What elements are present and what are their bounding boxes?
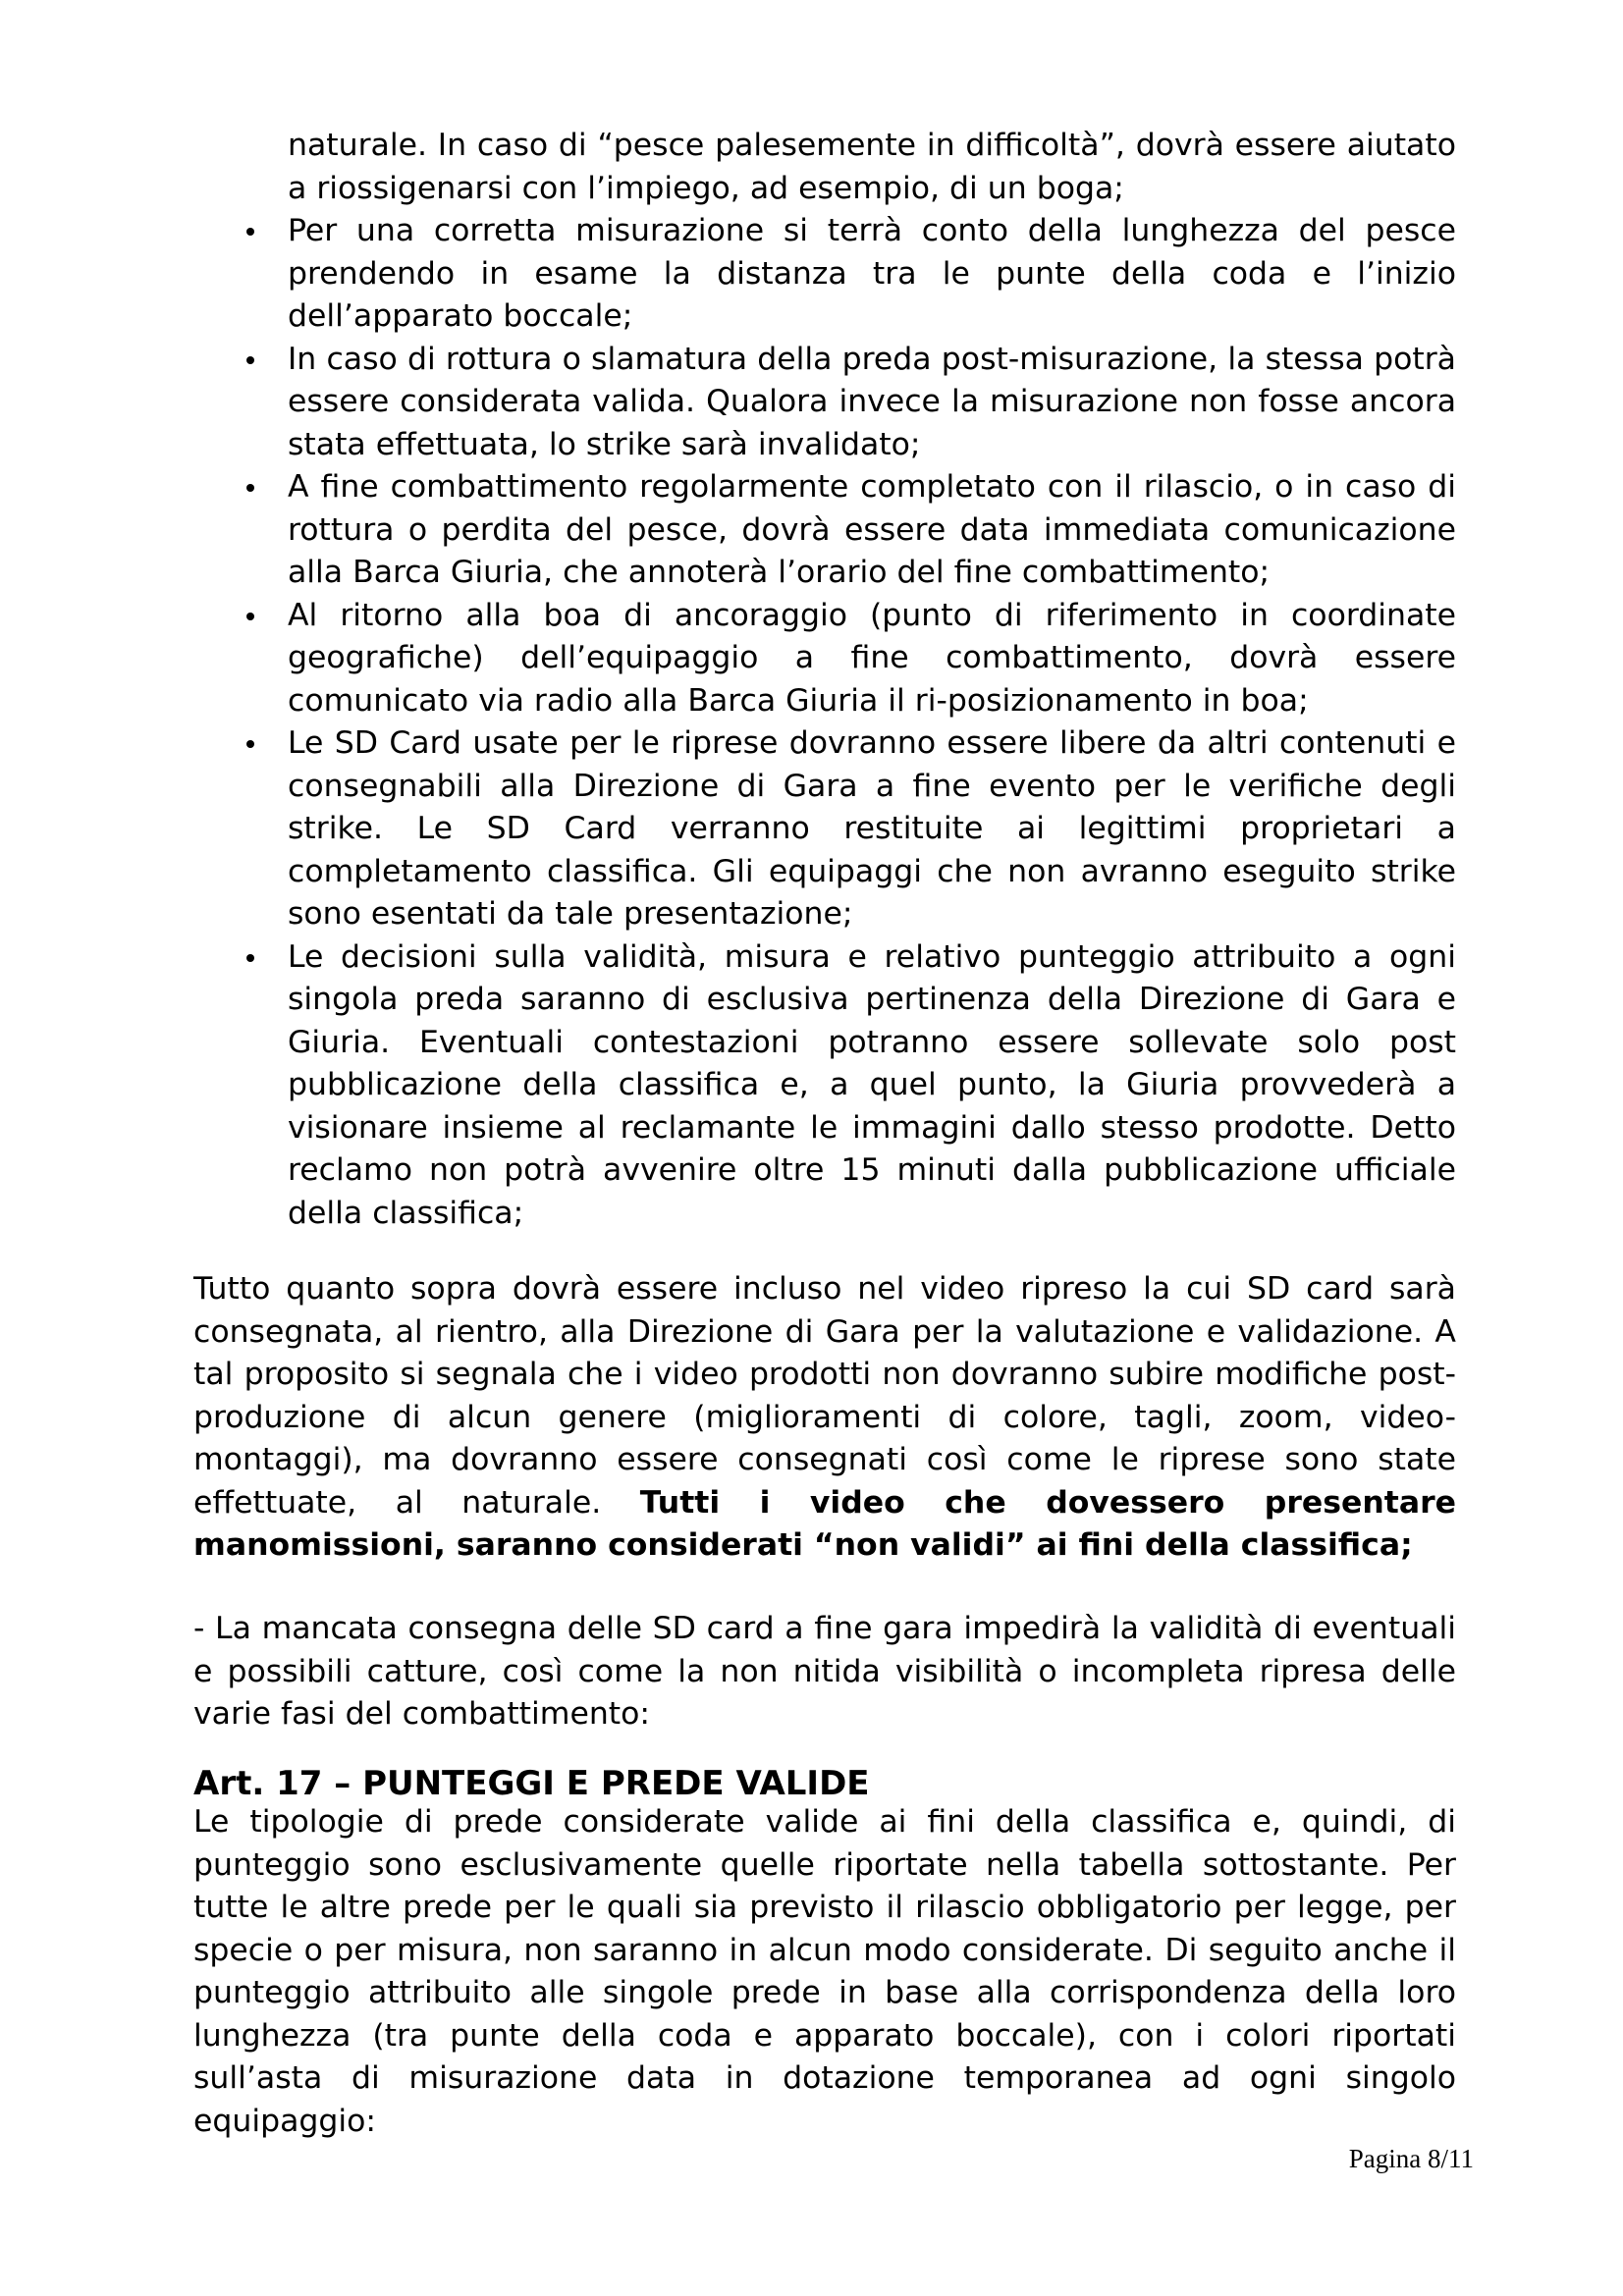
list-item (243, 722, 1456, 936)
continuation-text: naturale. In caso di “pesce palesemente in difficoltà”, dovrà essere aiutato a riossigenarsi con l’impiego, ad esempio, di un boga; (288, 128, 1456, 206)
bullet-list (243, 125, 1456, 1235)
paragraph-bold-text: Tutti i video che dovessero presentare manomissioni, saranno considerati “non validi” ai fini della classifica; (193, 1484, 1456, 1563)
list-item (243, 936, 1456, 1236)
page-number: Pagina 8/11 (1348, 2144, 1474, 2173)
section-heading: Art. 17 – PUNTEGGI E PREDE VALIDE (193, 1764, 870, 1803)
bullet-icon (246, 954, 254, 962)
list-item-text: Per una corretta misurazione si terrà conto della lunghezza del pesce prendendo in esame la distanza tra le punte della coda e l’inizio dell’apparato boccale; (288, 213, 1456, 334)
paragraph-sd-card: - La mancata consegna delle SD card a fine gara impedirà la validità di eventuali e possibili catture, così come la non nitida visibilità o incompleta ripresa delle varie fasi del combattimento: (193, 1611, 1456, 1732)
bullet-icon (246, 228, 254, 236)
paragraph-scoring: Le tipologie di prede considerate valide ai fini della classifica e, quindi, di punteggio sono esclusivamente quelle riportate nella tabella sottostante. Per tutte le altre prede per le quali sia previsto il rilascio obbligatorio per legge, per specie o per misura, non saranno in alcun modo considerate. Di seguito anche il punteggio attribuito alle singole prede in base alla corrispondenza della loro lunghezza (tra punte della coda e apparato boccale), con i colori riportati sull’asta di misurazione data in dotazione temporanea ad ogni singolo equipaggio: (193, 1804, 1456, 2139)
bullet-icon (246, 613, 254, 620)
paragraph-text: Tutto quanto sopra dovrà essere incluso nel video ripreso la cui SD card sarà consegnata, al rientro, alla Direzione di Gara per la valutazione e validazione. A tal proposito si segnala che i video prodotti non dovranno subire modifiche post-produzione di alcun genere (miglioramenti di colore, tagli, zoom, video-montaggi), ma dovranno essere consegnati così come le riprese sono state effettuate, al naturale. (193, 1271, 1456, 1521)
list-item-text: Al ritorno alla boa di ancoraggio (punto di riferimento in coordinate geografiche) dell’equipaggio a fine combattimento, dovrà essere comunicato via radio alla Barca Giuria il ri-posizionamento in boa; (288, 597, 1456, 719)
list-item-text: A fine combattimento regolarmente completato con il rilascio, o in caso di rottura o perdita del pesce, dovrà essere data immediata comunicazione alla Barca Giuria, che annoterà l’orario del fine combattimento; (288, 469, 1456, 590)
list-item (243, 466, 1456, 595)
list-item-text: In caso di rottura o slamatura della preda post-misurazione, la stessa potrà essere considerata valida. Qualora invece la misurazione non fosse ancora stata effettuata, lo strike sarà invalidato; (288, 341, 1456, 462)
bullet-icon (246, 356, 254, 364)
list-item-text: Le decisioni sulla validità, misura e relativo punteggio attribuito a ogni singola preda saranno di esclusiva pertinenza della Direzione di Gara e Giuria. Eventuali contestazioni potranno essere sollevate solo post pubblicazione della classifica e, a quel punto, la Giuria provvederà a visionare insieme al reclamante le immagini dallo stesso prodotte. Detto reclamo non potrà avvenire oltre 15 minuti dalla pubblicazione ufficiale della classifica; (288, 938, 1456, 1231)
bullet-icon (246, 484, 254, 492)
list-item-text: Le SD Card usate per le riprese dovranno essere libere da altri contenuti e consegnabili alla Direzione di Gara a fine evento per le verifiche degli strike. Le SD Card verranno restituite ai legittimi proprietari a completamento classifica. Gli equipaggi che non avranno eseguito strike sono esentati da tale presentazione; (288, 725, 1456, 932)
list-item (243, 595, 1456, 723)
bullet-icon (246, 740, 254, 748)
paragraph-video-rules (193, 1268, 1456, 1568)
list-item (243, 210, 1456, 339)
list-item (243, 339, 1456, 467)
